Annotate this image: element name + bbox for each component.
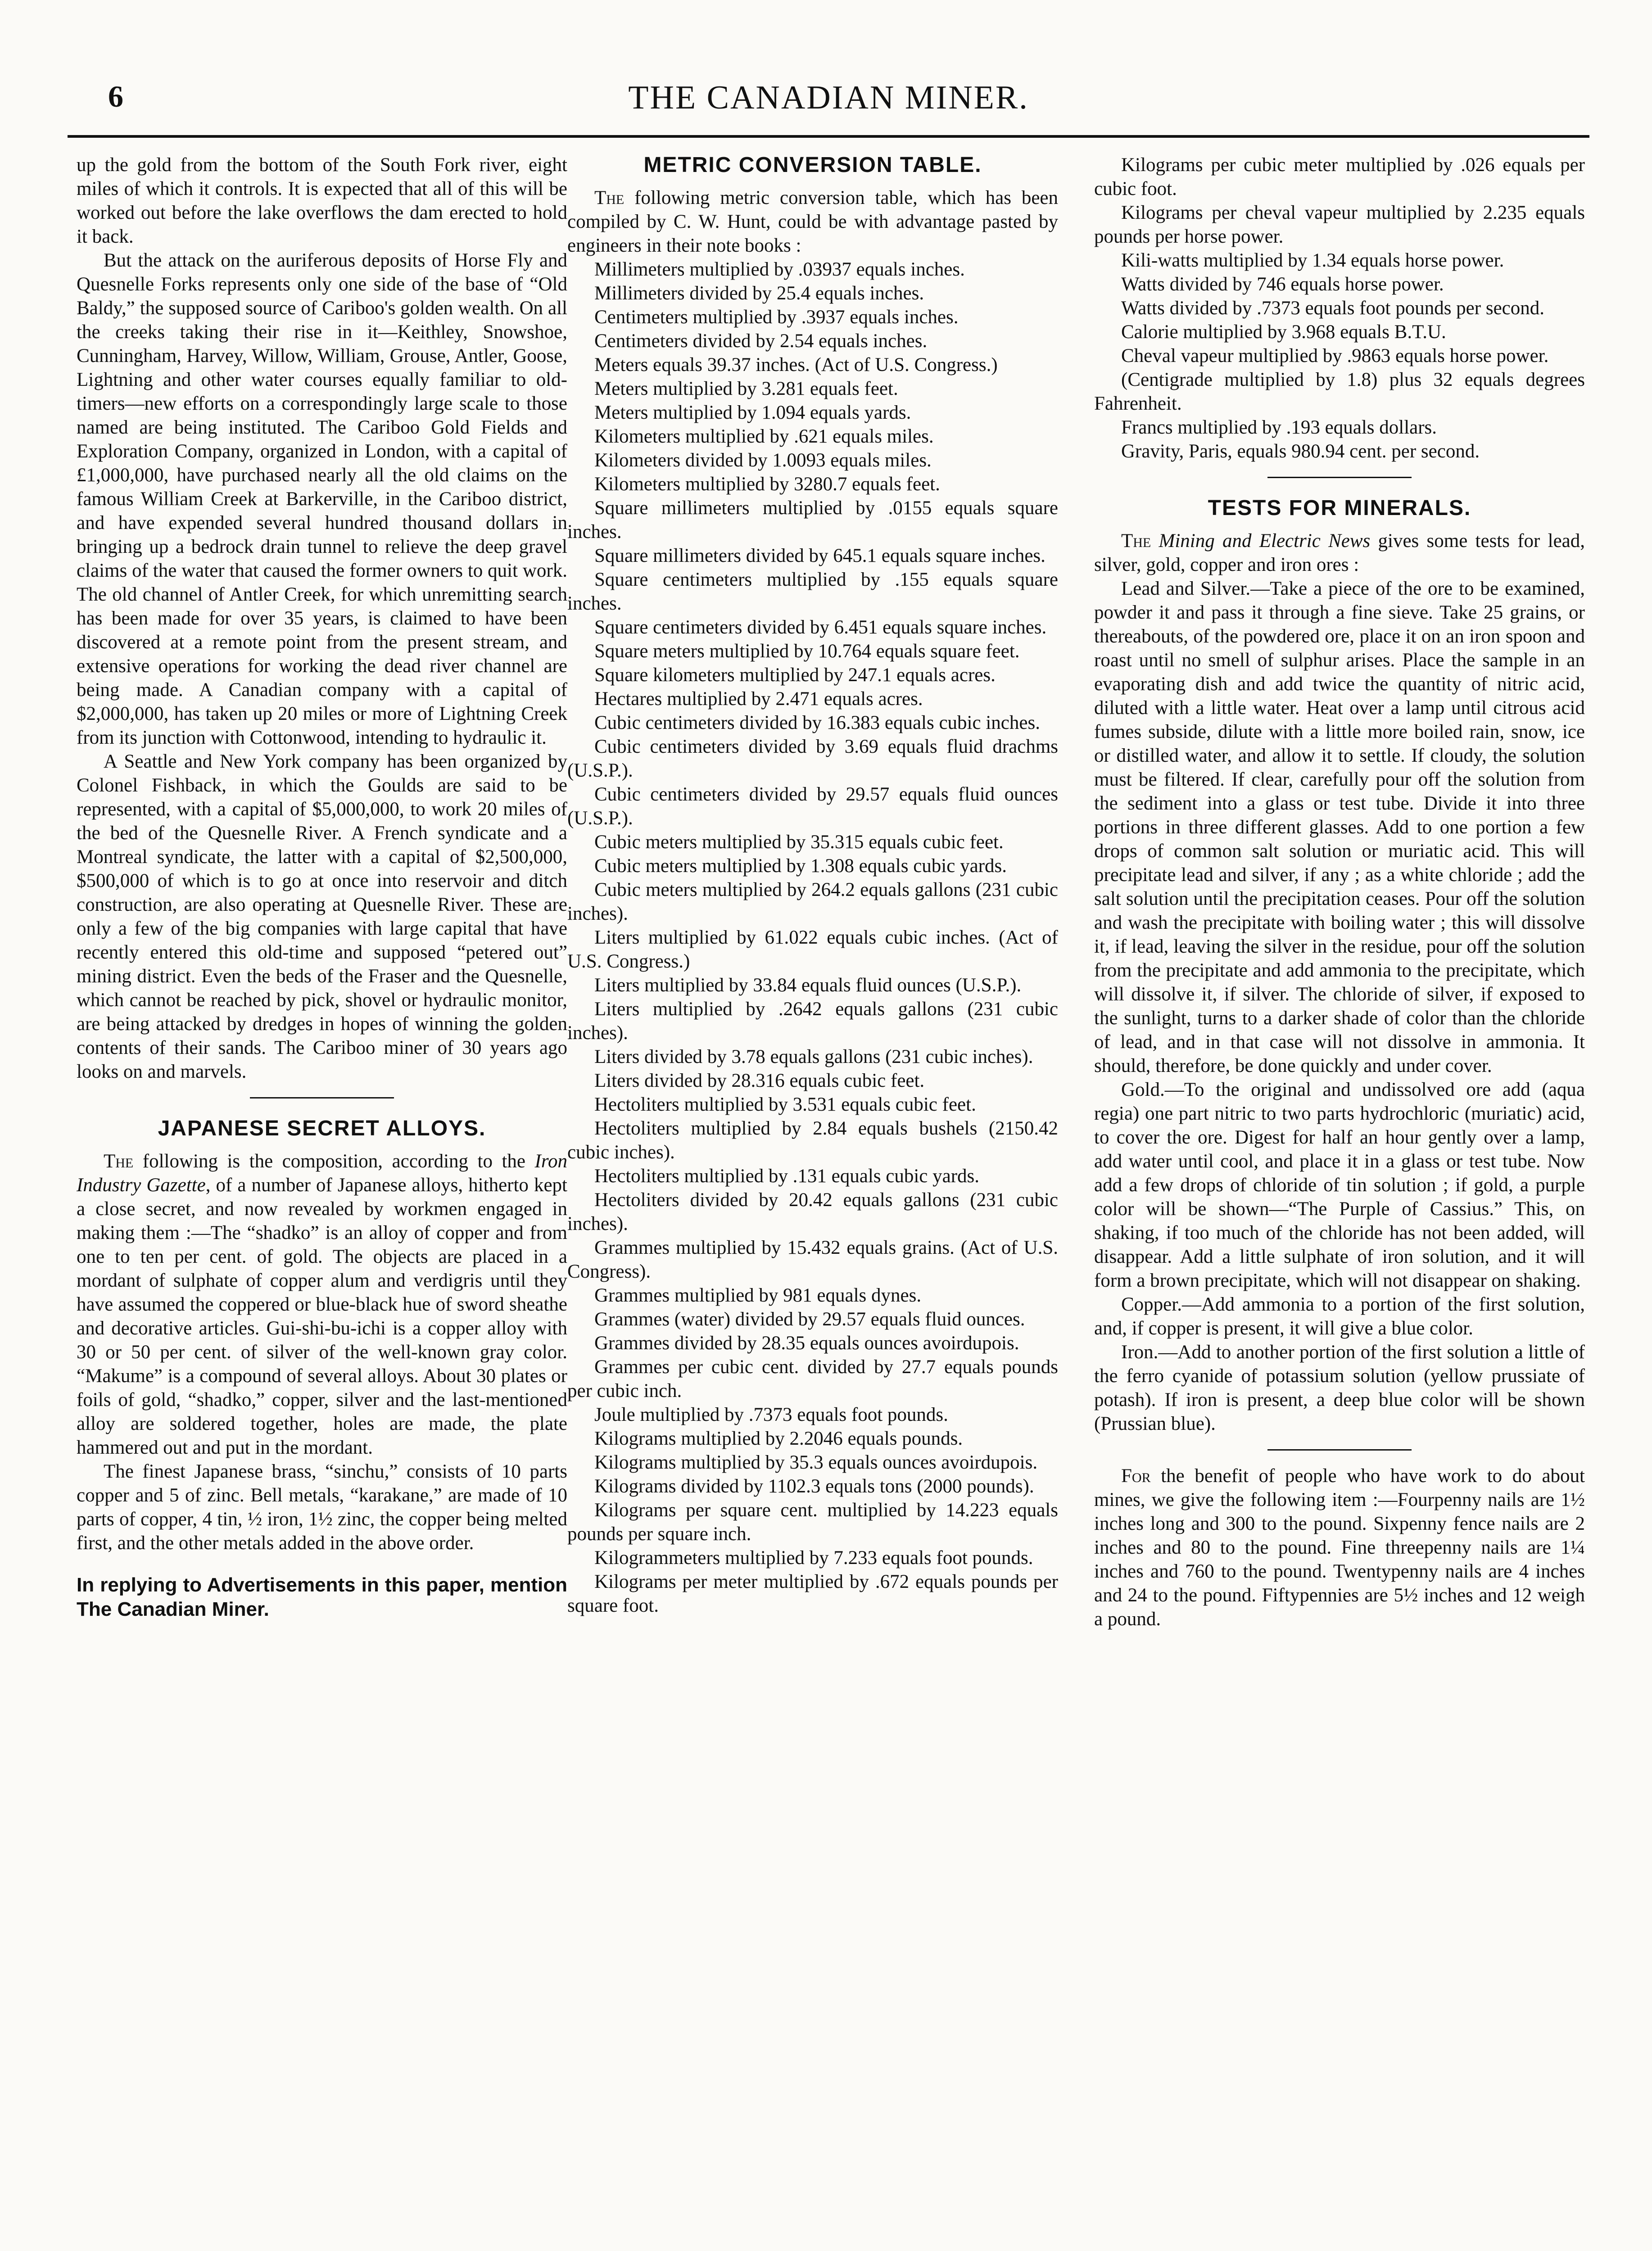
conversion-item: Watts divided by 746 equals horse power.	[1121, 274, 1444, 295]
text-run: following metric conversion table, which has been compiled by C. W. Hunt, could be with advantage pasted by engineers in their note books :	[567, 187, 1058, 256]
column-1	[77, 153, 567, 1622]
page-header	[68, 79, 1589, 133]
section-divider	[1267, 1449, 1412, 1451]
conversion-item: Grammes (water) divided by 29.57 equals fluid ounces.	[594, 1309, 1025, 1330]
section-heading: JAPANESE SECRET ALLOYS.	[158, 1116, 486, 1140]
conversion-item: Cubic meters multiplied by 264.2 equals gallons (231 cubic inches).	[567, 879, 1058, 924]
conversion-item: Square meters multiplied by 10.764 equals square feet.	[594, 641, 1020, 662]
section-heading: METRIC CONVERSION TABLE.	[643, 153, 982, 177]
conversion-item: Hectoliters multiplied by 2.84 equals bushels (2150.42 cubic inches).	[567, 1118, 1058, 1163]
article-paragraph: A Seattle and New York company has been organized by Colonel Fishback, in which the Goulds are said to be represented, with a capital of $5,000,000, to work 20 miles of the bed of the Quesnelle River. A French syndicate and a Montreal syndicate, the latter with a capital of $2,500,000, $500,000 of which is to go at once into reservoir and ditch construction, are also operating at Quesnelle River. These are only a few of the big companies with large capital that have recently entered this old-time and supposed “petered out” mining district. Even the beds of the Fraser and the Quesnelle, which cannot be reached by pick, shovel or hydraulic monitor, are being attacked by dredges in hopes of winning the golden contents of their sands. The Cariboo miner of 30 years ago looks on and marvels.	[77, 751, 567, 1082]
conversion-item: Cubic meters multiplied by 1.308 equals cubic yards.	[594, 855, 1007, 877]
conversion-item: Kilograms per cheval vapeur multiplied by 2.235 equals pounds per horse power.	[1094, 202, 1585, 247]
conversion-item: Kilometers divided by 1.0093 equals miles.	[594, 450, 932, 471]
test-copper: Copper.—Add ammonia to a portion of the first solution, and, if copper is present, it will give a blue color.	[1094, 1294, 1585, 1339]
conversion-item: Hectares multiplied by 2.471 equals acres.	[594, 688, 923, 710]
conversion-item: Kilogrammeters multiplied by 7.233 equals foot pounds.	[594, 1547, 1033, 1568]
conversion-item: Gravity, Paris, equals 980.94 cent. per second.	[1121, 441, 1480, 462]
conversion-list	[567, 258, 1058, 1618]
text-run: gives some tests for lead, silver, gold, copper and iron ores :	[1094, 530, 1585, 575]
section-divider	[1267, 477, 1412, 478]
conversion-item: Meters multiplied by 1.094 equals yards.	[594, 402, 911, 423]
conversion-item: Joule multiplied by .7373 equals foot pounds.	[594, 1404, 948, 1425]
conversion-item: Hectoliters divided by 20.42 equals gallons (231 cubic inches).	[567, 1189, 1058, 1234]
conversion-item: Square kilometers multiplied by 247.1 equals acres.	[594, 664, 996, 686]
conversion-item: Cubic centimeters divided by 29.57 equals fluid ounces (U.S.P.).	[567, 784, 1058, 829]
conversion-item: Hectoliters multiplied by 3.531 equals cubic feet.	[594, 1094, 976, 1115]
conversion-item: Liters divided by 28.316 equals cubic feet.	[594, 1070, 925, 1091]
lead-word: The	[1121, 530, 1151, 551]
page-number: 6	[108, 79, 123, 113]
conversion-item: Liters multiplied by 33.84 equals fluid ounces (U.S.P.).	[594, 975, 1022, 996]
column-2	[567, 153, 1058, 1618]
article-paragraph	[567, 186, 1058, 258]
conversion-item: Millimeters multiplied by .03937 equals inches.	[594, 259, 965, 280]
lead-word: For	[1121, 1465, 1151, 1487]
conversion-list-continued	[1094, 153, 1585, 463]
publication-name: Iron Industry Gazette	[77, 1151, 567, 1196]
conversion-item: (Centigrade multiplied by 1.8) plus 32 equals degrees Fahrenheit.	[1094, 369, 1585, 414]
test-gold: Gold.—To the original and undissolved ore add (aqua regia) one part nitric to two parts hydrochloric (muriatic) acid, to cover the ore. Digest for half an hour gently over a lamp, add water until cool, and place it in a glass or test tube. Now add a few drops of chloride of tin solution ; if gold, a purple color will be shown—“The Purple of Cassius.” This, on shaking, if too much of the chloride has not been added, will disappear. Add a little sulphate of iron solution, and it will form a brown precipitate, which will not disappear on shaking.	[1094, 1079, 1585, 1291]
conversion-item: Kilometers multiplied by 3280.7 equals feet.	[594, 474, 940, 495]
advertising-notice: In replying to Advertisements in this paper, mention The Canadian Miner.	[77, 1574, 567, 1620]
conversion-item: Calorie multiplied by 3.968 equals B.T.U.	[1121, 321, 1446, 343]
conversion-item: Kilograms per cubic meter multiplied by .026 equals per cubic foot.	[1094, 154, 1585, 199]
lead-word: The	[594, 187, 625, 208]
test-iron: Iron.—Add to another portion of the first solution a little of the ferro cyanide of potassium solution (yellow prussiate of potash). If iron is present, a deep blue color will be shown (Prussian blue).	[1094, 1342, 1585, 1434]
conversion-item: Centimeters divided by 2.54 equals inches.	[594, 330, 928, 352]
conversion-item: Grammes multiplied by 15.432 equals grains. (Act of U.S. Congress).	[567, 1237, 1058, 1282]
conversion-item: Liters divided by 3.78 equals gallons (231 cubic inches).	[594, 1046, 1033, 1067]
nails-paragraph	[1094, 1464, 1585, 1631]
conversion-item: Cheval vapeur multiplied by .9863 equals horse power.	[1121, 345, 1549, 366]
conversion-item: Watts divided by .7373 equals foot pounds per second.	[1121, 298, 1544, 319]
conversion-item: Meters multiplied by 3.281 equals feet.	[594, 378, 898, 399]
conversion-item: Meters equals 39.37 inches. (Act of U.S. Congress.)	[594, 354, 998, 375]
conversion-item: Hectoliters multiplied by .131 equals cubic yards.	[594, 1166, 980, 1187]
text-run: following is the composition, according to the	[133, 1151, 535, 1172]
conversion-item: Grammes per cubic cent. divided by 27.7 equals pounds per cubic inch.	[567, 1356, 1058, 1401]
article-paragraph	[1094, 529, 1585, 577]
section-heading: TESTS FOR MINERALS.	[1208, 496, 1471, 520]
conversion-item: Kilograms multiplied by 2.2046 equals pounds.	[594, 1428, 963, 1449]
test-lead-silver: Lead and Silver.—Take a piece of the ore to be examined, powder it and pass it through a fine sieve. Take 25 grains, or thereabouts, of the powdered ore, place it on an iron spoon and roast until no smell of sulphur arises. Place the sample in an evaporating dish and add twice the quantity of nitric acid, diluted with a little water. Heat over a lamp until citrous acid fumes subside, dilute with a little more boiled rain, snow, ice or distilled water, and allow it to settle. If cloudy, the solution must be filtered. If clear, carefully pour off the solution from the sediment into a glass or test tube. Divide it into three portions in three different glasses. Add to one portion a few drops of common salt solution or muriatic acid. This will precipitate lead and silver, if any ; as a white chloride ; add the salt solution until the precipitation ceases. Pour off the solution and wash the precipitate with boiling water ; this will dissolve it, if lead, leaving the silver in the residue, pour off the solution from the precipitate and add ammonia to the precipitate, which will dissolve it, if silver. The chloride of silver, if exposed to the sunlight, turns to a darker shade of color than the chloride of lead, and in that case will not dissolve in ammonia. It should, therefore, be done quickly and under cover.	[1094, 578, 1585, 1076]
publication-name: Mining and Electric News	[1159, 530, 1371, 551]
conversion-item: Grammes divided by 28.35 equals ounces avoirdupois.	[594, 1333, 1019, 1354]
article-paragraph: But the attack on the auriferous deposits of Horse Fly and Quesnelle Forks represents only one side of the base of “Old Baldy,” the supposed source of Cariboo's golden wealth. On all the creeks taking their rise in it—Keithley, Snowshoe, Cunningham, Harvey, Willow, William, Grouse, Antler, Goose, Lightning and other water courses equally familiar to old-timers—new efforts on a correspondingly large scale to those named are being instituted. The Cariboo Gold Fields and Exploration Company, organized in London, with a capital of £1,000,000, have purchased nearly all the old claims on the famous William Creek at Barkerville, in the Cariboo district, and have expended several hundred thousand dollars in bringing up a bedrock drain tunnel to relieve the deep gravel claims of the water that caused the former owners to quit work. The old channel of Antler Creek, for which unremitting search has been made for over 35 years, is claimed to have been discovered at a remote point from the present stream, and extensive operations for working the dead river channel are being made. A Canadian company with a capital of $2,000,000, has taken up 20 miles or more of Lightning Creek from its junction with Cottonwood, intending to hydraulic it.	[77, 250, 567, 748]
conversion-item: Centimeters multiplied by .3937 equals inches.	[594, 307, 959, 328]
conversion-item: Square centimeters divided by 6.451 equals square inches.	[594, 617, 1047, 638]
lead-word: The	[104, 1151, 134, 1172]
article-paragraph	[77, 1149, 567, 1460]
conversion-item: Square millimeters multiplied by .0155 equals square inches.	[567, 497, 1058, 542]
article-paragraph: The finest Japanese brass, “sinchu,” consists of 10 parts copper and 5 of zinc. Bell metals, “karakane,” are made of 10 parts of copper, 4 tin, ½ iron, 1½ zinc, the copper being melted first, and the other metals added in the above order.	[77, 1461, 567, 1554]
publication-title: THE CANADIAN MINER.	[628, 79, 1029, 116]
conversion-item: Cubic centimeters divided by 16.383 equals cubic inches.	[594, 712, 1040, 733]
section-divider	[250, 1097, 394, 1098]
conversion-item: Francs multiplied by .193 equals dollars.	[1121, 417, 1437, 438]
conversion-item: Cubic centimeters divided by 3.69 equals fluid drachms (U.S.P.).	[567, 736, 1058, 781]
conversion-item: Kilometers multiplied by .621 equals miles.	[594, 426, 934, 447]
conversion-item: Kilograms multiplied by 35.3 equals ounces avoirdupois.	[594, 1452, 1038, 1473]
conversion-item: Millimeters divided by 25.4 equals inches.	[594, 283, 924, 304]
conversion-item: Kilograms per square cent. multiplied by 14.223 equals pounds per square inch.	[567, 1500, 1058, 1545]
conversion-item: Grammes multiplied by 981 equals dynes.	[594, 1285, 922, 1306]
conversion-item: Kili-watts multiplied by 1.34 equals horse power.	[1121, 250, 1504, 271]
text-run: the benefit of people who have work to do about mines, we give the following item :—Fourpenny nails are 1½ inches long and 300 to the pound. Sixpenny fence nails are 2 inches and 80 to the pound. Fine threepenny nails are 1¼ inches and 760 to the pound. Twentypenny nails are 4 inches and 24 to the pound. Fiftypennies are 5½ inches and 12 weigh a pound.	[1094, 1465, 1585, 1630]
article-paragraph: up the gold from the bottom of the South Fork river, eight miles of which it controls. It is expected that all of this will be worked out before the lake overflows the dam erected to hold it back.	[77, 154, 567, 247]
text-run: , of a number of Japanese alloys, hitherto kept a close secret, and now revealed by workmen engaged in making them :—The “shadko” is an alloy of copper and from one to ten per cent. of gold. The objects are placed in a mordant of sulphate of copper alum and verdigris until they have assumed the coppered or blue-black hue of sword sheathe and decorative articles. Gui-shi-bu-ichi is a copper alloy with 30 or 50 per cent. of silver of the well-known gray color. “Makume” is a compound of several alloys. About 30 plates or foils of gold, “shadko,” copper, silver and the last-mentioned alloy are soldered together, holes are made, the plate hammered out and put in the mordant.	[77, 1175, 567, 1458]
conversion-item: Kilograms divided by 1102.3 equals tons (2000 pounds).	[594, 1476, 1034, 1497]
conversion-item: Liters multiplied by 61.022 equals cubic inches. (Act of U.S. Congress.)	[567, 927, 1058, 972]
conversion-item: Liters multiplied by .2642 equals gallons (231 cubic inches).	[567, 999, 1058, 1044]
conversion-item: Cubic meters multiplied by 35.315 equals cubic feet.	[594, 832, 1004, 853]
conversion-item: Kilograms per meter multiplied by .672 equals pounds per square foot.	[567, 1571, 1058, 1616]
conversion-item: Square centimeters multiplied by .155 equals square inches.	[567, 569, 1058, 614]
column-3	[1094, 153, 1585, 1631]
conversion-item: Square millimeters divided by 645.1 equals square inches.	[594, 545, 1046, 566]
header-rule	[68, 135, 1589, 138]
